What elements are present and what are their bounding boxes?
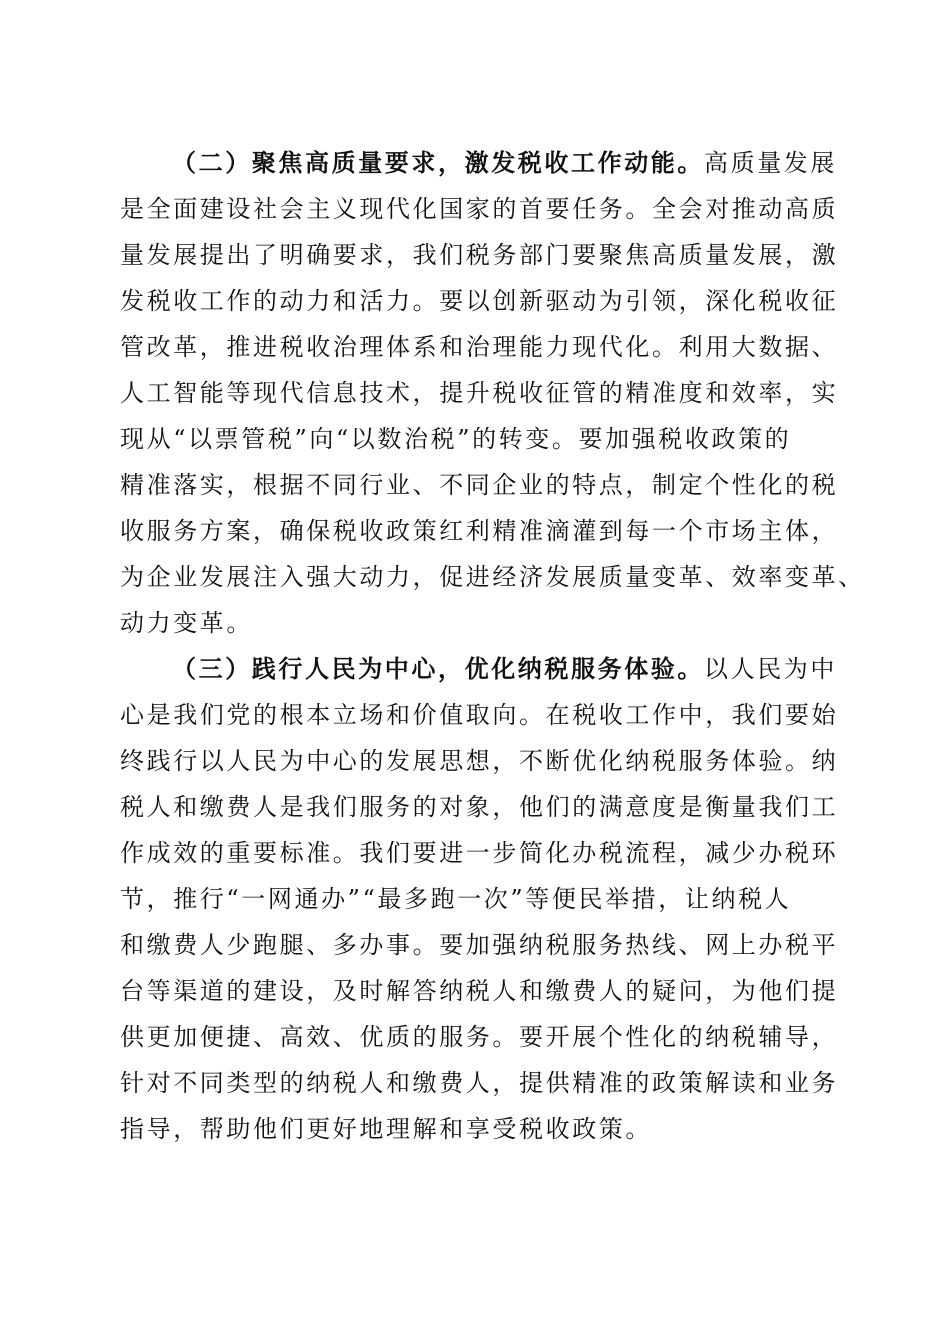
paragraph-line — [120, 140, 837, 186]
paragraph-line: 为企业发展注入强大动力，促进经济发展质量变革、效率变革、 — [120, 563, 865, 591]
paragraph-text: 高质量发展 — [704, 149, 837, 177]
paragraph-line: 精准落实，根据不同行业、不同企业的特点，制定个性化的税 — [120, 471, 839, 499]
paragraph-text: 以人民为中 — [704, 655, 837, 683]
paragraph-line: 现从“以票管税”向“以数治税”的转变。要加强税收政策的 — [120, 425, 792, 453]
paragraph-line: 量发展提出了明确要求，我们税务部门要聚焦高质量发展，激 — [120, 241, 839, 269]
paragraph-line — [120, 646, 837, 692]
paragraph-line: 管改革，推进税收治理体系和治理能力现代化。利用大数据、 — [120, 333, 839, 361]
paragraph-line: 收服务方案，确保税收政策红利精准滴灌到每一个市场主体， — [120, 517, 839, 545]
paragraph-line: 节，推行“一网通办”“最多跑一次”等便民举措，让纳税人 — [120, 885, 792, 913]
paragraph-line: 作成效的重要标准。我们要进一步简化办税流程，减少办税环 — [120, 839, 839, 867]
paragraph-line: 税人和缴费人是我们服务的对象，他们的满意度是衡量我们工 — [120, 793, 839, 821]
paragraph-line: 心是我们党的根本立场和价值取向。在税收工作中，我们要始 — [120, 701, 839, 729]
paragraph-line: 终践行以人民为中心的发展思想，不断优化纳税服务体验。纳 — [120, 747, 839, 775]
paragraph-line: 发税收工作的动力和活力。要以创新驱动为引领，深化税收征 — [120, 287, 839, 315]
paragraph-line: 人工智能等现代信息技术，提升税收征管的精准度和效率，实 — [120, 379, 839, 407]
paragraph-line: 是全面建设社会主义现代化国家的首要任务。全会对推动高质 — [120, 195, 839, 223]
paragraph-line: 台等渠道的建设，及时解答纳税人和缴费人的疑问，为他们提 — [120, 977, 839, 1005]
section-heading: （三）践行人民为中心，优化纳税服务体验。 — [172, 655, 704, 683]
section-heading: （二）聚焦高质量要求，激发税收工作动能。 — [172, 149, 704, 177]
paragraph-line: 动力变革。 — [120, 609, 253, 637]
paragraph-line: 和缴费人少跑腿、多办事。要加强纳税服务热线、网上办税平 — [120, 931, 839, 959]
document-body — [120, 140, 865, 1152]
paragraph-line: 针对不同类型的纳税人和缴费人，提供精准的政策解读和业务 — [120, 1069, 839, 1097]
paragraph-line: 供更加便捷、高效、优质的服务。要开展个性化的纳税辅导， — [120, 1023, 839, 1051]
paragraph-line: 指导，帮助他们更好地理解和享受税收政策。 — [120, 1115, 652, 1143]
